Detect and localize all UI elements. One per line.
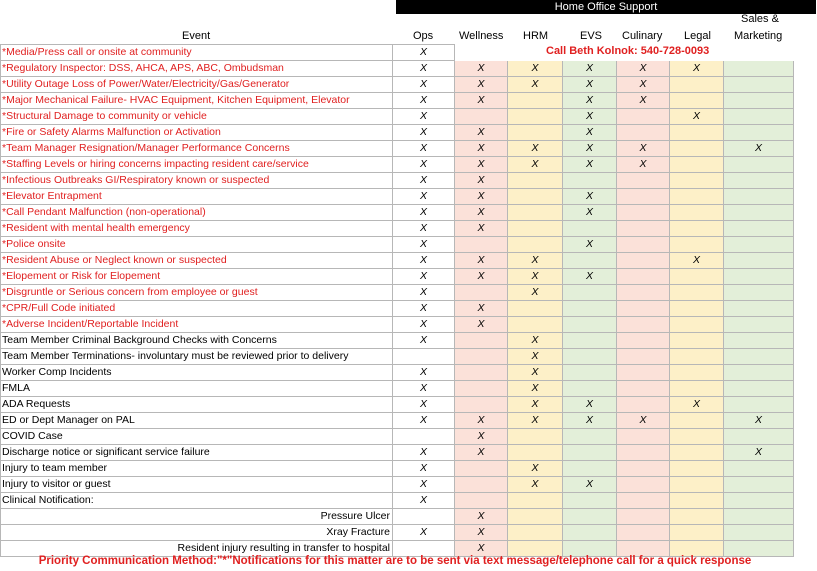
sales-marketing-mark-cell [724, 253, 794, 269]
culinary-mark-cell [617, 125, 670, 141]
legal-mark-cell [670, 93, 724, 109]
culinary-mark-cell [617, 253, 670, 269]
evs-mark-cell: X [563, 397, 617, 413]
evs-mark-cell [563, 445, 617, 461]
evs-mark-cell: X [563, 413, 617, 429]
culinary-mark-cell [617, 509, 670, 525]
hrm-mark-cell: X [508, 477, 563, 493]
legal-mark-cell: X [670, 397, 724, 413]
legal-mark-cell [670, 269, 724, 285]
event-cell: *Elevator Entrapment [1, 189, 393, 205]
evs-mark-cell [563, 253, 617, 269]
wellness-mark-cell: X [455, 253, 508, 269]
table-row [1, 173, 794, 189]
hrm-mark-cell: X [508, 141, 563, 157]
wellness-mark-cell: X [455, 269, 508, 285]
ops-mark-cell: X [393, 333, 455, 349]
ops-mark-cell: X [393, 141, 455, 157]
sales-marketing-mark-cell [724, 109, 794, 125]
culinary-mark-cell [617, 205, 670, 221]
evs-mark-cell: X [563, 237, 617, 253]
table-row [1, 125, 794, 141]
legal-mark-cell [670, 493, 724, 509]
ops-mark-cell: X [393, 61, 455, 77]
event-cell: *Resident with mental health emergency [1, 221, 393, 237]
table-row [1, 93, 794, 109]
wellness-mark-cell: X [455, 205, 508, 221]
evs-mark-cell [563, 317, 617, 333]
sales-marketing-mark-cell [724, 349, 794, 365]
ops-mark-cell: X [393, 157, 455, 173]
event-cell: *Staffing Levels or hiring concerns impacting resident care/service [1, 157, 393, 173]
wellness-mark-cell: X [455, 525, 508, 541]
ops-mark-cell: X [393, 381, 455, 397]
ops-mark-cell: X [393, 445, 455, 461]
culinary-mark-cell: X [617, 157, 670, 173]
event-cell: *Utility Outage Loss of Power/Water/Electricity/Gas/Generator [1, 77, 393, 93]
wellness-mark-cell: X [455, 173, 508, 189]
sales-marketing-mark-cell [724, 397, 794, 413]
table-row [1, 77, 794, 93]
evs-mark-cell: X [563, 269, 617, 285]
ops-mark-cell: X [393, 253, 455, 269]
legal-mark-cell [670, 285, 724, 301]
table-row [1, 61, 794, 77]
sales-marketing-mark-cell [724, 61, 794, 77]
evs-mark-cell [563, 333, 617, 349]
sales-marketing-mark-cell [724, 125, 794, 141]
event-cell: *Adverse Incident/Reportable Incident [1, 317, 393, 333]
wellness-mark-cell [455, 349, 508, 365]
table-row [1, 349, 794, 365]
ops-mark-cell: X [393, 109, 455, 125]
legal-mark-cell [670, 445, 724, 461]
sales-marketing-mark-cell [724, 77, 794, 93]
sales-marketing-mark-cell [724, 333, 794, 349]
sales-marketing-mark-cell [724, 93, 794, 109]
hrm-mark-cell: X [508, 461, 563, 477]
wellness-mark-cell [455, 381, 508, 397]
legal-mark-cell [670, 461, 724, 477]
legal-mark-cell [670, 189, 724, 205]
hrm-mark-cell [508, 109, 563, 125]
culinary-mark-cell [617, 365, 670, 381]
wellness-mark-cell: X [455, 77, 508, 93]
sales-marketing-mark-cell [724, 157, 794, 173]
ops-mark-cell: X [393, 493, 455, 509]
table-row [1, 317, 794, 333]
evs-mark-cell [563, 221, 617, 237]
legal-mark-cell [670, 205, 724, 221]
table-row [1, 301, 794, 317]
sales-marketing-mark-cell [724, 477, 794, 493]
table-row [1, 493, 794, 509]
table-row [1, 253, 794, 269]
sales-column-header-line2: Marketing [734, 30, 783, 42]
culinary-mark-cell [617, 317, 670, 333]
ops-column-header: Ops [413, 30, 434, 42]
table-row [1, 237, 794, 253]
evs-mark-cell: X [563, 77, 617, 93]
wellness-mark-cell [455, 397, 508, 413]
ops-mark-cell: X [393, 317, 455, 333]
hrm-mark-cell: X [508, 285, 563, 301]
wellness-mark-cell [455, 285, 508, 301]
event-cell: Xray Fracture [1, 525, 393, 541]
legal-mark-cell [670, 77, 724, 93]
legal-mark-cell [670, 317, 724, 333]
sales-marketing-mark-cell [724, 285, 794, 301]
legal-mark-cell [670, 173, 724, 189]
hrm-mark-cell: X [508, 77, 563, 93]
ops-mark-cell: X [393, 525, 455, 541]
table-row [1, 429, 794, 445]
sales-marketing-mark-cell [724, 525, 794, 541]
ops-mark-cell: X [393, 477, 455, 493]
culinary-mark-cell [617, 525, 670, 541]
table-row [1, 413, 794, 429]
legal-mark-cell [670, 333, 724, 349]
evs-mark-cell: X [563, 189, 617, 205]
table-row [1, 109, 794, 125]
culinary-mark-cell [617, 333, 670, 349]
sales-marketing-mark-cell [724, 189, 794, 205]
event-cell: *Call Pendant Malfunction (non-operational) [1, 205, 393, 221]
evs-mark-cell [563, 365, 617, 381]
table-row [1, 333, 794, 349]
sales-marketing-mark-cell [724, 45, 794, 61]
ops-mark-cell [393, 429, 455, 445]
legal-mark-cell [670, 365, 724, 381]
sales-marketing-mark-cell [724, 365, 794, 381]
culinary-mark-cell [617, 285, 670, 301]
culinary-mark-cell: X [617, 413, 670, 429]
evs-mark-cell: X [563, 205, 617, 221]
ops-mark-cell: X [393, 189, 455, 205]
hrm-mark-cell: X [508, 381, 563, 397]
culinary-mark-cell [617, 269, 670, 285]
event-cell: Worker Comp Incidents [1, 365, 393, 381]
event-cell: *Resident Abuse or Neglect known or suspected [1, 253, 393, 269]
wellness-mark-cell [455, 493, 508, 509]
table-row [1, 141, 794, 157]
evs-mark-cell: X [563, 61, 617, 77]
ops-mark-cell [393, 509, 455, 525]
ops-mark-cell: X [393, 237, 455, 253]
evs-mark-cell [563, 349, 617, 365]
sales-marketing-mark-cell: X [724, 445, 794, 461]
event-cell: Team Member Criminal Background Checks with Concerns [1, 333, 393, 349]
culinary-mark-cell [617, 461, 670, 477]
event-cell: *Elopement or Risk for Elopement [1, 269, 393, 285]
culinary-mark-cell [617, 173, 670, 189]
culinary-mark-cell: X [617, 77, 670, 93]
legal-mark-cell [670, 221, 724, 237]
evs-mark-cell: X [563, 477, 617, 493]
event-matrix-table [0, 44, 794, 557]
evs-mark-cell: X [563, 125, 617, 141]
evs-mark-cell [563, 285, 617, 301]
table-row [1, 477, 794, 493]
event-cell: *CPR/Full Code initiated [1, 301, 393, 317]
ops-mark-cell: X [393, 365, 455, 381]
hrm-mark-cell [508, 509, 563, 525]
wellness-mark-cell: X [455, 301, 508, 317]
event-cell: *Team Manager Resignation/Manager Performance Concerns [1, 141, 393, 157]
hrm-mark-cell [508, 317, 563, 333]
event-cell: *Major Mechanical Failure- HVAC Equipment, Kitchen Equipment, Elevator [1, 93, 393, 109]
wellness-mark-cell: X [455, 221, 508, 237]
table-row [1, 461, 794, 477]
event-cell: Team Member Terminations- involuntary must be reviewed prior to delivery [1, 349, 393, 365]
legal-mark-cell [670, 477, 724, 493]
legal-mark-cell [670, 509, 724, 525]
wellness-column-header: Wellness [459, 30, 504, 42]
sales-column-header-line1: Sales & [741, 13, 779, 25]
hrm-mark-cell: X [508, 365, 563, 381]
ops-mark-cell: X [393, 125, 455, 141]
event-cell: *Disgruntle or Serious concern from employee or guest [1, 285, 393, 301]
wellness-mark-cell: X [455, 317, 508, 333]
hrm-mark-cell [508, 221, 563, 237]
event-cell: FMLA [1, 381, 393, 397]
evs-mark-cell [563, 381, 617, 397]
table-row [1, 189, 794, 205]
evs-mark-cell: X [563, 109, 617, 125]
wellness-mark-cell: X [455, 93, 508, 109]
call-contact-note: Call Beth Kolnok: 540-728-0093 [546, 45, 710, 57]
event-cell: Discharge notice or significant service failure [1, 445, 393, 461]
evs-mark-cell [563, 301, 617, 317]
culinary-mark-cell [617, 301, 670, 317]
ops-mark-cell: X [393, 301, 455, 317]
culinary-column-header: Culinary [622, 30, 663, 42]
sales-marketing-mark-cell: X [724, 413, 794, 429]
sales-marketing-mark-cell [724, 429, 794, 445]
wellness-mark-cell: X [455, 429, 508, 445]
ops-mark-cell: X [393, 221, 455, 237]
table-row [1, 285, 794, 301]
wellness-mark-cell [455, 365, 508, 381]
legal-mark-cell [670, 381, 724, 397]
culinary-mark-cell [617, 445, 670, 461]
hrm-column-header: HRM [523, 30, 549, 42]
event-cell: ED or Dept Manager on PAL [1, 413, 393, 429]
event-cell: Injury to visitor or guest [1, 477, 393, 493]
hrm-mark-cell [508, 445, 563, 461]
hrm-mark-cell: X [508, 61, 563, 77]
wellness-mark-cell [455, 477, 508, 493]
event-cell: *Structural Damage to community or vehicle [1, 109, 393, 125]
hrm-mark-cell [508, 125, 563, 141]
event-cell: *Fire or Safety Alarms Malfunction or Activation [1, 125, 393, 141]
hrm-mark-cell [508, 525, 563, 541]
hrm-mark-cell [508, 301, 563, 317]
event-cell: Clinical Notification: [1, 493, 393, 509]
evs-mark-cell [563, 493, 617, 509]
event-cell: Pressure Ulcer [1, 509, 393, 525]
evs-mark-cell [563, 429, 617, 445]
legal-mark-cell: X [670, 61, 724, 77]
table-row [1, 269, 794, 285]
event-cell: *Media/Press call or onsite at community [1, 45, 393, 61]
table-row [1, 381, 794, 397]
event-cell: *Regulatory Inspector: DSS, AHCA, APS, ABC, Ombudsman [1, 61, 393, 77]
home-office-support-banner: Home Office Support [396, 0, 816, 14]
legal-mark-cell [670, 237, 724, 253]
legal-mark-cell [670, 429, 724, 445]
table-row [1, 221, 794, 237]
ops-mark-cell: X [393, 397, 455, 413]
hrm-mark-cell: X [508, 413, 563, 429]
hrm-mark-cell: X [508, 269, 563, 285]
priority-communication-footer: Priority Communication Method:"*"Notifications for this matter are to be sent via text message/telephone call for a quick response [38, 555, 752, 567]
ops-mark-cell: X [393, 77, 455, 93]
culinary-mark-cell: X [617, 61, 670, 77]
sales-marketing-mark-cell [724, 237, 794, 253]
evs-mark-cell [563, 525, 617, 541]
wellness-mark-cell [455, 109, 508, 125]
wellness-mark-cell: X [455, 125, 508, 141]
wellness-mark-cell: X [455, 445, 508, 461]
legal-mark-cell [670, 125, 724, 141]
hrm-mark-cell [508, 173, 563, 189]
culinary-mark-cell [617, 349, 670, 365]
event-cell: *Police onsite [1, 237, 393, 253]
culinary-mark-cell: X [617, 141, 670, 157]
legal-mark-cell [670, 525, 724, 541]
culinary-mark-cell [617, 493, 670, 509]
ops-mark-cell: X [393, 173, 455, 189]
evs-mark-cell: X [563, 157, 617, 173]
sales-marketing-mark-cell [724, 317, 794, 333]
wellness-mark-cell [455, 461, 508, 477]
sales-marketing-mark-cell [724, 269, 794, 285]
wellness-mark-cell: X [455, 157, 508, 173]
hrm-mark-cell: X [508, 397, 563, 413]
ops-mark-cell: X [393, 93, 455, 109]
evs-mark-cell: X [563, 141, 617, 157]
wellness-mark-cell: X [455, 189, 508, 205]
hrm-mark-cell: X [508, 157, 563, 173]
table-row [1, 365, 794, 381]
event-cell: Injury to team member [1, 461, 393, 477]
wellness-mark-cell [455, 45, 508, 61]
event-column-header: Event [182, 30, 211, 42]
ops-mark-cell: X [393, 269, 455, 285]
hrm-mark-cell: X [508, 349, 563, 365]
culinary-mark-cell [617, 189, 670, 205]
wellness-mark-cell: X [455, 541, 508, 557]
sales-marketing-mark-cell: X [724, 141, 794, 157]
ops-mark-cell: X [393, 285, 455, 301]
hrm-mark-cell [508, 205, 563, 221]
table-row [1, 509, 794, 525]
sales-marketing-mark-cell [724, 301, 794, 317]
legal-column-header: Legal [684, 30, 711, 42]
hrm-mark-cell: X [508, 253, 563, 269]
table-row [1, 157, 794, 173]
ops-mark-cell: X [393, 45, 455, 61]
table-row [1, 525, 794, 541]
evs-mark-cell [563, 461, 617, 477]
sales-marketing-mark-cell [724, 509, 794, 525]
culinary-mark-cell [617, 397, 670, 413]
hrm-mark-cell [508, 493, 563, 509]
table-row [1, 205, 794, 221]
sales-marketing-mark-cell [724, 493, 794, 509]
culinary-mark-cell [617, 429, 670, 445]
wellness-mark-cell: X [455, 413, 508, 429]
sales-marketing-mark-cell [724, 205, 794, 221]
ops-mark-cell: X [393, 413, 455, 429]
ops-mark-cell [393, 349, 455, 365]
legal-mark-cell [670, 301, 724, 317]
sales-marketing-mark-cell [724, 381, 794, 397]
legal-mark-cell: X [670, 253, 724, 269]
hrm-mark-cell [508, 189, 563, 205]
legal-mark-cell [670, 157, 724, 173]
hrm-mark-cell: X [508, 333, 563, 349]
evs-mark-cell: X [563, 93, 617, 109]
sales-marketing-mark-cell [724, 461, 794, 477]
event-cell: ADA Requests [1, 397, 393, 413]
evs-mark-cell [563, 509, 617, 525]
evs-column-header: EVS [580, 30, 603, 42]
wellness-mark-cell: X [455, 61, 508, 77]
culinary-mark-cell [617, 221, 670, 237]
event-cell: Resident injury resulting in transfer to hospital [1, 541, 393, 557]
table-row [1, 445, 794, 461]
culinary-mark-cell [617, 381, 670, 397]
wellness-mark-cell: X [455, 509, 508, 525]
hrm-mark-cell [508, 237, 563, 253]
sales-marketing-mark-cell [724, 173, 794, 189]
legal-mark-cell [670, 141, 724, 157]
culinary-mark-cell [617, 237, 670, 253]
legal-mark-cell [670, 349, 724, 365]
table-row [1, 397, 794, 413]
culinary-mark-cell [617, 109, 670, 125]
sales-marketing-mark-cell [724, 221, 794, 237]
legal-mark-cell [670, 413, 724, 429]
wellness-mark-cell: X [455, 141, 508, 157]
evs-mark-cell [563, 173, 617, 189]
wellness-mark-cell [455, 333, 508, 349]
ops-mark-cell: X [393, 461, 455, 477]
event-cell: *Infectious Outbreaks GI/Respiratory known or suspected [1, 173, 393, 189]
hrm-mark-cell [508, 93, 563, 109]
wellness-mark-cell [455, 237, 508, 253]
culinary-mark-cell [617, 477, 670, 493]
event-cell: COVID Case [1, 429, 393, 445]
legal-mark-cell: X [670, 109, 724, 125]
ops-mark-cell: X [393, 205, 455, 221]
hrm-mark-cell [508, 429, 563, 445]
culinary-mark-cell: X [617, 93, 670, 109]
